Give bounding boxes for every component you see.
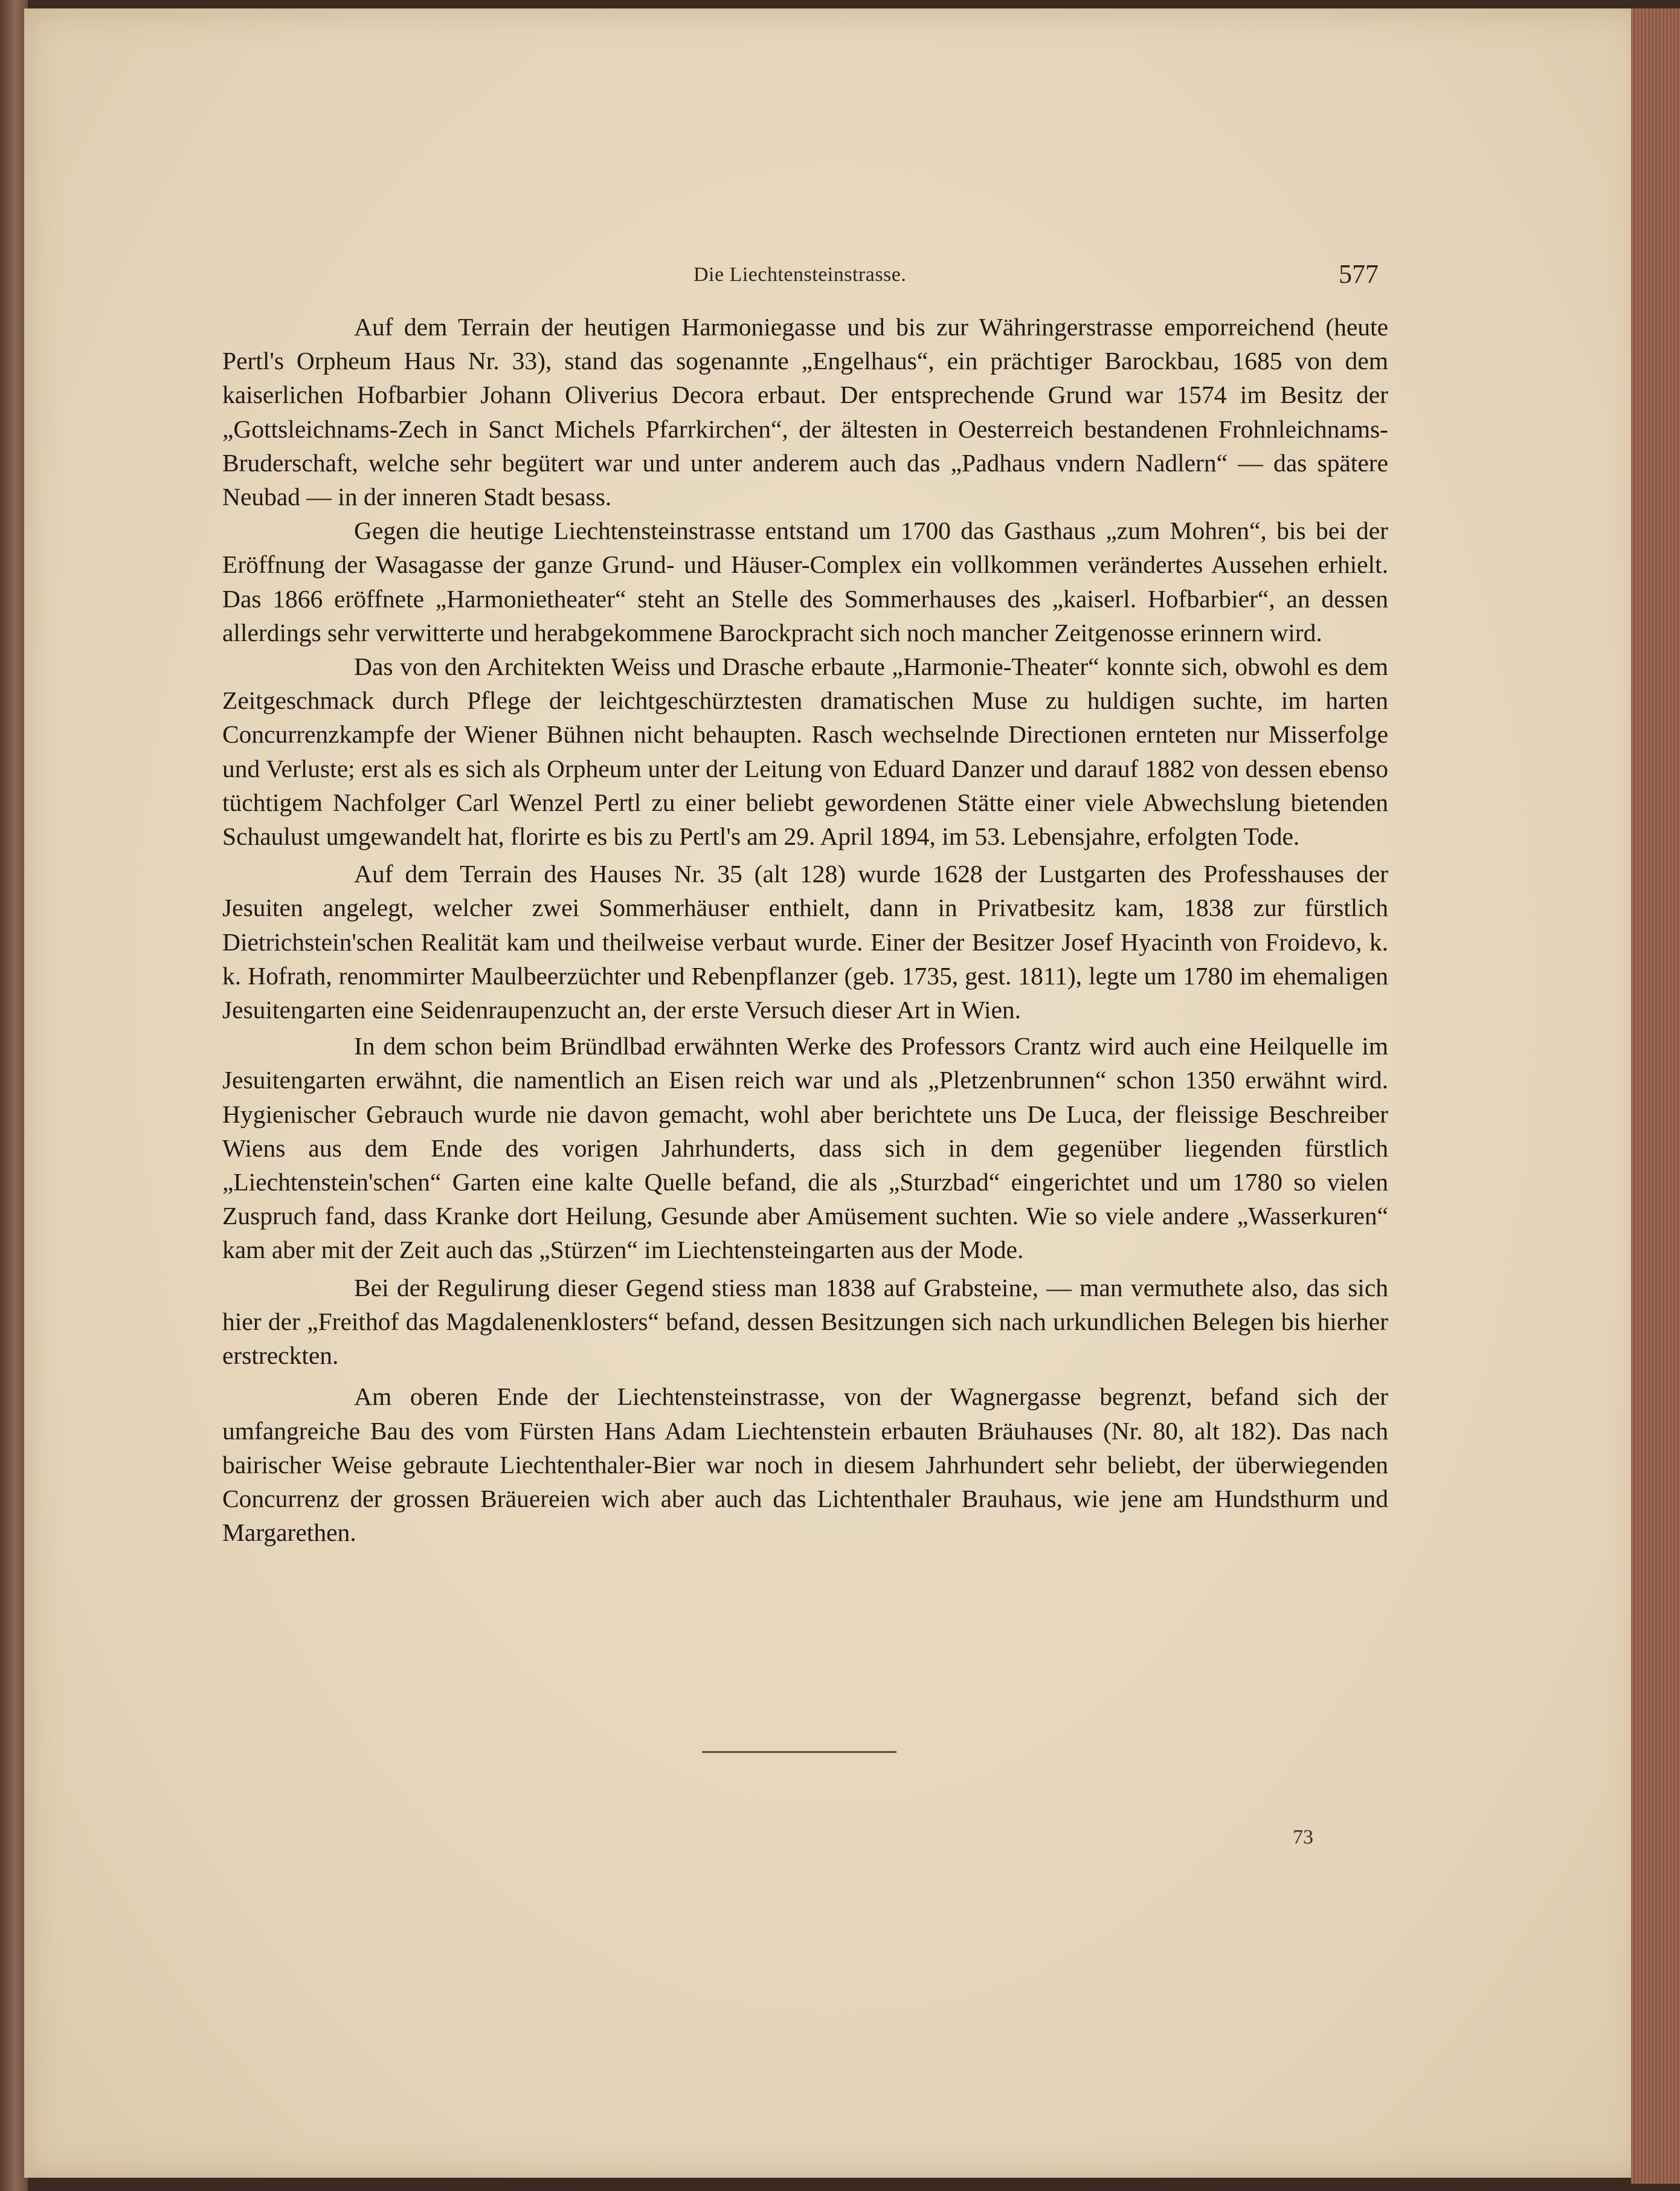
paragraph-heilquelle: In dem schon beim Bründlbad erwähnten Werke des Professors Crantz wird auch eine Heilquelle im Jesuitengarten erwähnt, die namentlich an Eisen reich war und als „Pletzenbrunnen“ schon 1350 erwähnt wird. Hygienischer Gebrauch wurde nie davon gemacht, wohl aber berichtete uns De Luca, der fleissige Beschreiber Wiens aus dem Ende des vorigen Jahrhunderts, dass sich in dem gegenüber liegenden fürstlich „Liechtenstein'schen“ Garten eine kalte Quelle befand, die als „Sturzbad“ eingerichtet und um 1780 so vielen Zuspruch fand, dass Kranke dort Heilung, Gesunde aber Amüsement suchten. Wie so viele andere „Wasserkuren“ kam aber mit der Zeit auch das „Stürzen“ im Liechtensteingarten aus der Mode. [222, 1032, 1388, 1264]
page-edges-right [1631, 8, 1680, 2184]
paragraph-braeuhaus: Am oberen Ende der Liechtensteinstrasse, von der Wagnergasse begrenzt, befand sich der umfangreiche Bau des vom Fürsten Hans Adam Liechtenstein erbauten Bräuhauses (Nr. 80, alt 182). Das nach bairischer Weise gebraute Liechtenthaler-Bier war noch in diesem Jahrhundert sehr beliebt, der überwiegenden Concurrenz der grossen Bräuereien wich aber auch das Lichtenthaler Brauhaus, wie jene am Hundsthurm und Margarethen. [222, 1383, 1388, 1547]
sheet-signature: 73 [1293, 1826, 1313, 1848]
paragraph-harmonie-theater: Das von den Architekten Weiss und Drasche erbaute „Harmonie-Theater“ konnte sich, obwohl es dem Zeitgeschmack durch Pflege der leichtgeschürztesten dramatischen Muse zu huldigen suchte, im harten Concurrenzkampfe der Wiener Bühnen nicht behaupten. Rasch wechselnde Directionen ernteten nur Misserfolge und Verluste; erst als es sich als Orpheum unter der Leitung von Eduard Danzer und darauf 1882 von dessen ebenso tüchtigem Nachfolger Carl Wenzel Pertl zu einer beliebt gewordenen Stätte einer viele Abwechslung bietenden Schaulust umgewandelt hat, florirte es bis zu Pertl's am 29. April 1894, im 53. Lebensjahre, erfolgten Tode. [222, 653, 1388, 851]
paragraph-gasthaus-mohren: Gegen die heutige Liechtensteinstrasse entstand um 1700 das Gasthaus „zum Mohren“, bis bei der Eröffnung der Wasagasse der ganze Grund- und Häuser-Complex ein vollkommen verändertes Aussehen erhielt. Das 1866 eröffnete „Harmonietheater“ steht an Stelle des Sommerhauses des „kaiserl. Hofbarbier“, an dessen allerdings sehr verwitterte und herabgekommene Barockpracht sich noch mancher Zeitgenosse erinnern wird. [222, 517, 1388, 647]
page-number: 577 [1339, 259, 1379, 289]
running-title: Die Liechtensteinstrasse. [694, 263, 907, 286]
paragraph-engelhaus: Auf dem Terrain der heutigen Harmoniegasse und bis zur Währingerstrasse emporreichend (heute Pertl's Orpheum Haus Nr. 33), stand das sogenannte „Engelhaus“, ein prächtiger Barockbau, 1685 von dem kaiserlichen Hofbarbier Johann Oliverius Decora erbaut. Der entsprechende Grund war 1574 im Besitz der „Gottsleichnams-Zech in Sanct Michels Pfarrkirchen“, der ältesten in Oesterreich bestandenen Frohnleichnams-Bruderschaft, welche sehr begütert war und unter anderem auch das „Padhaus vndern Nadlern“ — das spätere Neubad — in der inneren Stadt besass. [222, 313, 1388, 511]
end-rule [702, 1751, 896, 1753]
paragraph-grabsteine: Bei der Regulirung dieser Gegend stiess man 1838 auf Grabsteine, — man vermuthete also, das sich hier der „Freithof das Magdalenenklosters“ befand, dessen Besitzungen sich nach urkundlichen Belegen bis hierher erstreckten. [222, 1273, 1388, 1370]
body-text [222, 310, 1388, 1549]
paragraph-lustgarten: Auf dem Terrain des Hauses Nr. 35 (alt 128) wurde 1628 der Lustgarten des Professhauses der Jesuiten angelegt, welcher zwei Sommerhäuser enthielt, dann in Privatbesitz kam, 1838 zur fürstlich Dietrichstein'schen Realität kam und theilweise verbaut wurde. Einer der Besitzer Josef Hyacinth von Froidevo, k. k. Hofrath, renommirter Maulbeerzüchter und Rebenpflanzer (geb. 1735, gest. 1811), legte um 1780 im ehemaligen Jesuitengarten eine Seidenraupenzucht an, der erste Versuch dieser Art in Wien. [222, 860, 1388, 1024]
